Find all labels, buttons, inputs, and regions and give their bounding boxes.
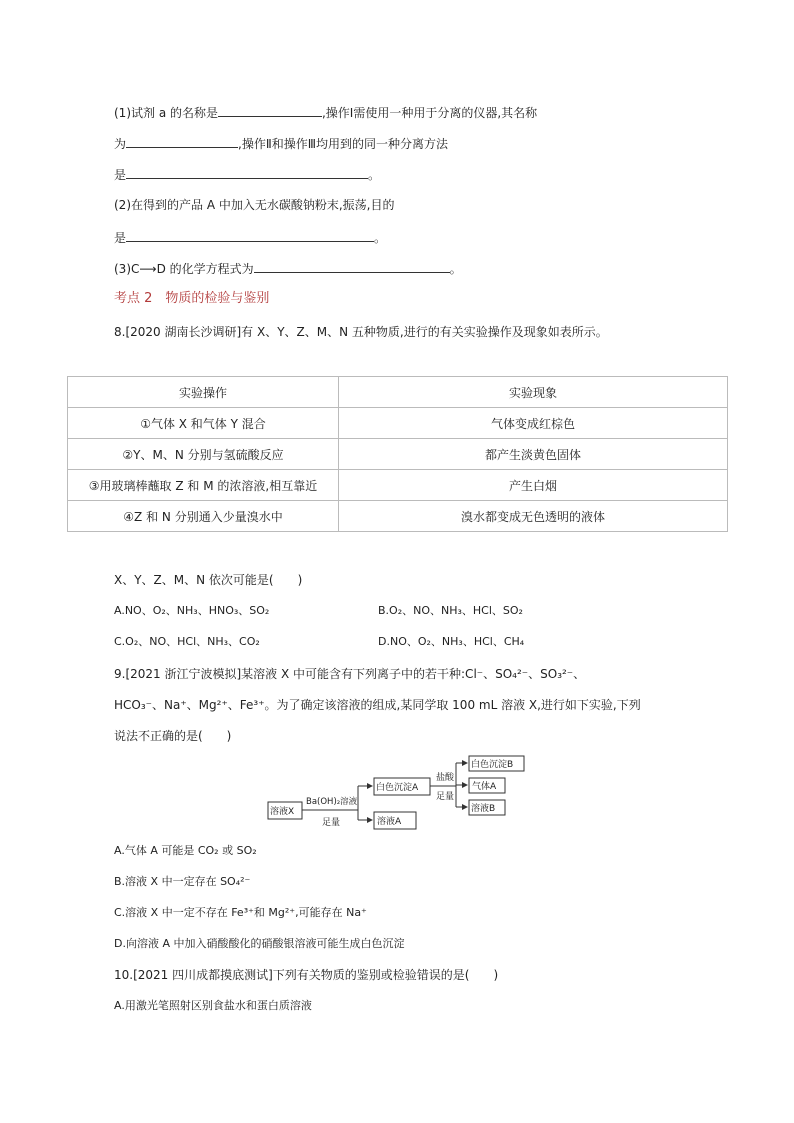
q8-stem: 8.[2020 湖南长沙调研]有 X、Y、Z、M、N 五种物质,进行的有关实验操作及现象如表所示。 bbox=[114, 325, 608, 339]
flow-label-precipitate-b: 白色沉淀B bbox=[471, 760, 514, 770]
table-cell: 都产生淡黄色固体 bbox=[339, 439, 728, 470]
q9-stem-line-1: 9.[2021 浙江宁波模拟]某溶液 X 中可能含有下列离子中的若干种:Cl⁻、SO₄²⁻、SO₃²⁻、 bbox=[114, 667, 586, 681]
q9-option-c[interactable]: C.溶液 X 中一定不存在 Fe³⁺和 Mg²⁺,可能存在 Na⁺ bbox=[114, 906, 367, 919]
table-cell: ③用玻璃棒蘸取 Z 和 M 的浓溶液,相互靠近 bbox=[68, 470, 339, 501]
q-prev-line-3: 是 。 bbox=[114, 168, 381, 182]
q-prev-line-5: 是 。 bbox=[114, 231, 387, 245]
q8-option-a[interactable]: A.NO、O₂、NH₃、HNO₃、SO₂ bbox=[114, 604, 270, 617]
table-cell: 产生白烟 bbox=[339, 470, 728, 501]
q-prev-line-1: (1)试剂 a 的名称是 ,操作Ⅰ需使用一种用于分离的仪器,其名称 bbox=[114, 106, 538, 120]
q10-option-a[interactable]: A.用激光笔照射区别食盐水和蛋白质溶液 bbox=[114, 999, 312, 1012]
q9-stem-line-2: HCO₃⁻、Na⁺、Mg²⁺、Fe³⁺。为了确定该溶液的组成,某同学取 100 mL 溶液 X,进行如下实验,下列 bbox=[114, 698, 641, 712]
table-cell: 溴水都变成无色透明的液体 bbox=[339, 501, 728, 532]
table-row bbox=[68, 408, 728, 439]
table-cell: ④Z 和 N 分别通入少量溴水中 bbox=[68, 501, 339, 532]
section-heading: 考点 2 物质的检验与鉴别 bbox=[114, 291, 270, 306]
answer-blank-2[interactable] bbox=[126, 135, 238, 148]
q8-option-b[interactable]: B.O₂、NO、NH₃、HCl、SO₂ bbox=[378, 604, 523, 617]
q9-option-b[interactable]: B.溶液 X 中一定存在 SO₄²⁻ bbox=[114, 875, 251, 888]
experiment-flow-diagram bbox=[260, 752, 540, 836]
table-row bbox=[68, 470, 728, 501]
table-header-row bbox=[68, 377, 728, 408]
experiment-table bbox=[67, 376, 728, 532]
answer-blank-4[interactable] bbox=[126, 229, 374, 242]
flow-label-solution-x: 溶液X bbox=[270, 807, 295, 817]
q10-stem: 10.[2021 四川成都摸底测试]下列有关物质的鉴别或检验错误的是( ) bbox=[114, 968, 499, 982]
table-row bbox=[68, 501, 728, 532]
flow-label-reagent-2-note: 足量 bbox=[436, 792, 455, 802]
answer-blank-5[interactable] bbox=[254, 260, 450, 273]
q-prev-line-2: 为 ,操作Ⅱ和操作Ⅲ均用到的同一种分离方法 bbox=[114, 137, 449, 151]
table-header-cell: 实验操作 bbox=[68, 377, 339, 408]
q-prev-line-4: (2)在得到的产品 A 中加入无水碳酸钠粉末,振荡,目的 bbox=[114, 198, 395, 212]
q8-question: X、Y、Z、M、N 依次可能是( ) bbox=[114, 573, 303, 587]
q9-stem-line-3: 说法不正确的是( ) bbox=[114, 729, 232, 743]
flow-label-reagent-2: 盐酸 bbox=[436, 773, 455, 783]
table-row bbox=[68, 439, 728, 470]
table-cell: ②Y、M、N 分别与氢硫酸反应 bbox=[68, 439, 339, 470]
table-cell: 气体变成红棕色 bbox=[339, 408, 728, 439]
flow-label-gas-a: 气体A bbox=[472, 782, 497, 792]
flow-label-solution-b: 溶液B bbox=[471, 804, 496, 814]
flow-label-precipitate-a: 白色沉淀A bbox=[376, 783, 419, 793]
q8-option-c[interactable]: C.O₂、NO、HCl、NH₃、CO₂ bbox=[114, 635, 260, 648]
table-cell: ①气体 X 和气体 Y 混合 bbox=[68, 408, 339, 439]
flow-label-reagent-1: Ba(OH)₂溶液 bbox=[306, 797, 358, 807]
q9-option-d[interactable]: D.向溶液 A 中加入硝酸酸化的硝酸银溶液可能生成白色沉淀 bbox=[114, 937, 405, 950]
flow-label-solution-a: 溶液A bbox=[377, 817, 402, 827]
answer-blank-3[interactable] bbox=[126, 166, 368, 179]
q-prev-line-6: (3)C⟶D 的化学方程式为 。 bbox=[114, 262, 462, 276]
answer-blank-1[interactable] bbox=[218, 104, 322, 117]
flow-label-reagent-1-note: 足量 bbox=[322, 818, 341, 828]
table-header-cell: 实验现象 bbox=[339, 377, 728, 408]
q8-option-d[interactable]: D.NO、O₂、NH₃、HCl、CH₄ bbox=[378, 635, 525, 648]
q9-option-a[interactable]: A.气体 A 可能是 CO₂ 或 SO₂ bbox=[114, 844, 257, 857]
